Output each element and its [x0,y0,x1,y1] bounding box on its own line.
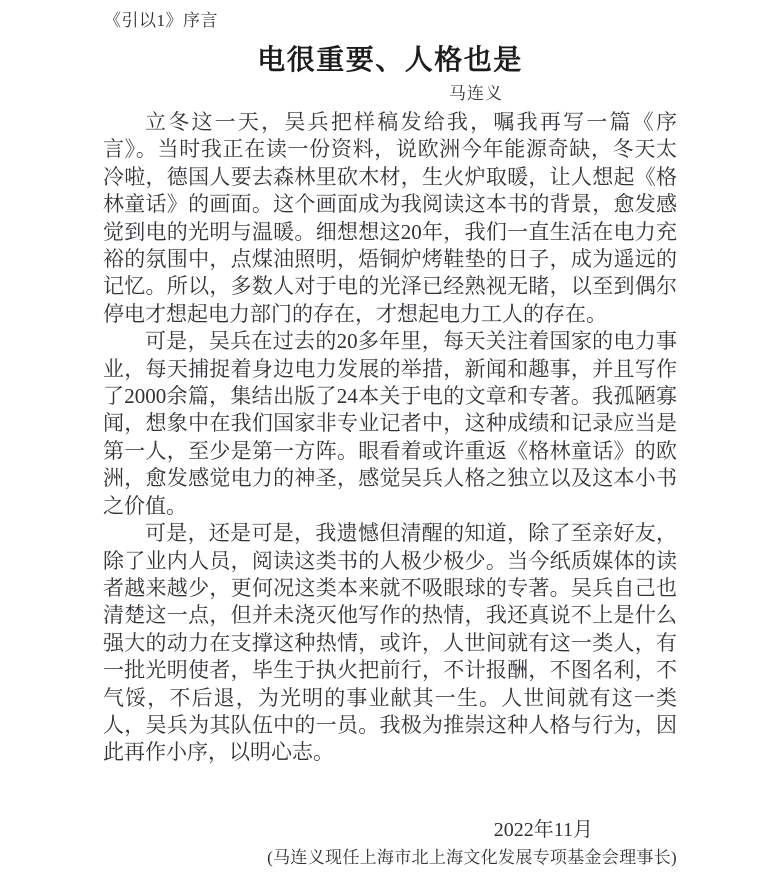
document-body [103,109,677,767]
paragraph: 可是，吴兵在过去的20多年里，每天关注着国家的电力事业，每天捕捉着身边电力发展的举措，新闻和趣事，并且写作了2000余篇，集结出版了24本关于电的文章和专著。我孤陋寡闻，想象中在我们国家非专业记者中，这种成绩和记录应当是第一人，至少是第一方阵。眼看着或许重返《格林童话》的欧洲，愈发感觉电力的神圣，感觉吴兵人格之独立以及这本小书之价值。 [103,329,677,518]
date-line: 2022年11月 [493,819,593,841]
paragraph: 立冬这一天，吴兵把样稿发给我，嘱我再写一篇《序言》。当时我正在读一份资料，说欧洲今年能源奇缺，冬天太冷啦，德国人要去森林里砍木材，生火炉取暖，让人想起《格林童话》的画面。这个画面成为我阅读这本书的背景，愈发感觉到电的光明与温暖。细想想这20年，我们一直生活在电力充裕的氛围中，点煤油照明，焐铜炉烤鞋垫的日子，成为遥远的记忆。所以，多数人对于电的光泽已经熟视无睹，以至到偶尔停电才想起电力部门的存在，才想起电力工人的存在。 [103,110,677,326]
page-title: 电很重要、人格也是 [257,44,523,75]
affiliation-line: (马连义现任上海市北上海文化发展专项基金会理事长) [267,848,677,867]
paragraph: 可是，还是可是，我遗憾但清醒的知道，除了至亲好友，除了业内人员，阅读这类书的人极少极少。当今纸质媒体的读者越来越少，更何况这类本来就不吸眼球的专著。吴兵自己也清楚这一点，但并未浇灭他写作的热情，我还真说不上是什么强大的动力在支撑这种热情，或许，人世间就有这一类人，有一批光明使者，毕生于执火把前行，不计报酬，不图名利，不气馁，不后退，为光明的事业献其一生。人世间就有这一类人，吴兵为其队伍中的一员。我极为推崇这种人格与行为，因此再作小序，以明心志。 [103,521,677,765]
author-name: 马连义 [449,84,503,103]
document-header-label: 《引以1》序言 [104,11,218,30]
